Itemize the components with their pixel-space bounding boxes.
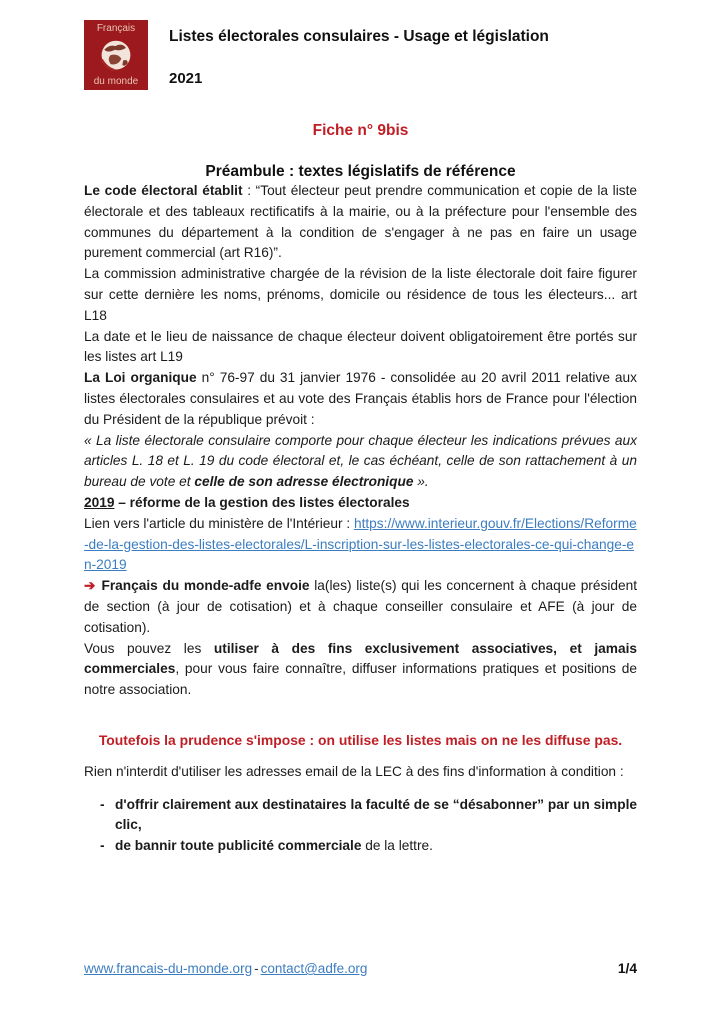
code-electoral-text: : “Tout électeur peut prendre communication et copie de la liste électorale et des tableaux rectificatifs à la mairie, ou à la préfecture pour l'ensemble des communes du département à la condition de s'engager à ne pas en faire un usage purement commercial (art R16)”. xyxy=(84,183,638,261)
arrow-icon: ➔ xyxy=(84,578,96,594)
code-electoral-lead: Le code électoral établit xyxy=(84,183,243,198)
bullet-text xyxy=(115,836,637,857)
citation-end: ». xyxy=(413,474,429,490)
bullet-text xyxy=(115,795,637,837)
citation-italic: « La liste électorale consulaire comporte pour chaque électeur les indications prévues aux articles L. 18 et L. 19 du code électoral et, le cas échéant, celle de son rattachement à un bureau de vote et xyxy=(84,432,637,490)
warning-prudence: Toutefois la prudence s'impose : on utilise les listes mais on ne les diffuse pas. xyxy=(98,731,623,748)
paragraph-code-electoral xyxy=(84,181,637,264)
paragraph-citation-loi xyxy=(84,431,637,493)
fiche-number: Fiche n° 9bis xyxy=(312,122,409,139)
bullet-rest-text: de la lettre. xyxy=(361,838,433,854)
page-footer xyxy=(84,961,637,976)
loi-organique-lead: La Loi organique xyxy=(84,370,197,386)
reforme-heading-text: – réforme de la gestion des listes électorales xyxy=(114,494,410,510)
document-title: Listes électorales consulaires - Usage et législation xyxy=(169,28,549,45)
envoi-text: la(les) liste(s) qui les concernent à chaque président de section (à jour de cotisation) et à chaque conseiller consulaire et AFE (à jour de cotisation). xyxy=(84,578,638,635)
usage-rest: , pour vous faire connaître, diffuser informations pratiques et positions de notre association. xyxy=(84,661,637,698)
bullet-bold-text: de bannir toute publicité commerciale xyxy=(115,838,362,854)
bullet-dash: - xyxy=(100,796,105,812)
lien-label: Lien vers l'article du ministère de l'Intérieur : xyxy=(84,515,354,531)
loi-organique-text: n° 76-97 du 31 janvier 1976 - consolidée au 20 avril 2011 relative aux listes électorales consulaires et au vote des Français établis hors de France pour l'élection du Président de la république prévoit : xyxy=(84,370,637,427)
paragraph-commission: La commission administrative chargée de la révision de la liste électorale doit faire figurer sur cette dernière les noms, prénoms, domicile ou résidence de tous les électeurs... art L18 xyxy=(84,266,637,323)
header-text xyxy=(169,20,549,87)
bullet-dash: - xyxy=(100,838,105,854)
paragraph-conditions-intro: Rien n'interdit d'utiliser les adresses email de la LEC à des fins d'information à condition : xyxy=(84,763,624,779)
document-header xyxy=(84,20,637,90)
document-year: 2021 xyxy=(169,70,203,87)
logo-text-bottom: du monde xyxy=(93,76,139,87)
citation-bold-italic: celle de son adresse électronique xyxy=(194,474,414,490)
logo-text-top: Français xyxy=(96,23,136,34)
paragraph-naissance: La date et le lieu de naissance de chaque électeur doivent obligatoirement être portés sur les listes art L19 xyxy=(84,328,637,365)
reforme-year: 2019 xyxy=(84,494,115,510)
website-link[interactable]: www.francais-du-monde.org xyxy=(84,961,253,976)
paragraph-envoi-listes xyxy=(84,576,637,638)
list-item xyxy=(84,795,637,837)
ministere-interieur-link[interactable]: https://www.interieur.gouv.fr/Elections/Reforme-de-la-gestion-des-listes-electorales/L-inscription-sur-les-listes-electorales-ce-qui-change-en-2019 xyxy=(84,515,637,573)
heading-reforme-2019 xyxy=(84,493,637,514)
fiche-subtitle: Préambule : textes législatifs de référence xyxy=(205,163,516,180)
email-link[interactable]: contact@adfe.org xyxy=(260,961,368,976)
globe-icon xyxy=(98,38,134,74)
footer-separator: - xyxy=(254,961,259,976)
list-item xyxy=(84,836,637,857)
usage-bold: utiliser à des fins exclusivement associatives, et jamais commerciales xyxy=(84,640,637,677)
footer-links xyxy=(84,961,367,976)
usage-lead: Vous pouvez les xyxy=(84,640,214,656)
francais-du-monde-logo xyxy=(84,20,148,90)
paragraph-lien-ministere xyxy=(84,514,637,576)
paragraph-loi-organique xyxy=(84,368,637,430)
bullet-bold-text: d'offrir clairement aux destinataires la faculté de se “désabonner” par un simple clic, xyxy=(115,796,637,833)
page-number: 1/4 xyxy=(617,961,637,976)
paragraph-usage xyxy=(84,639,637,701)
conditions-list xyxy=(84,795,637,857)
envoi-lead: Français du monde-adfe envoie xyxy=(101,578,310,594)
